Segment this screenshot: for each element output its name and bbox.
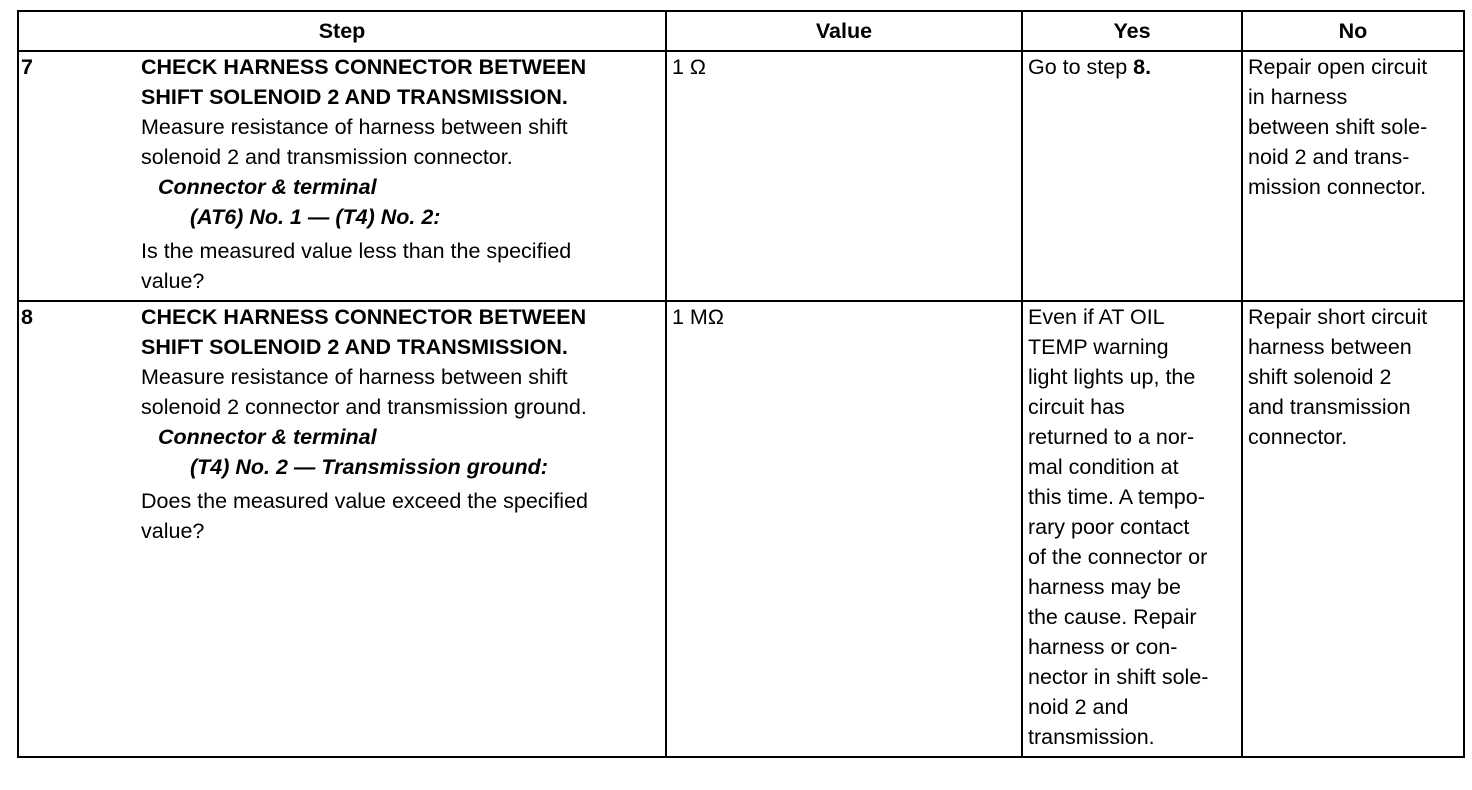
step-question-line: value? [141,269,205,293]
yes-cell [1022,301,1242,757]
yes-text-line: of the connector or [1028,545,1208,569]
header-row [18,11,1464,51]
connector-terminal-value: (AT6) No. 1 — (T4) No. 2: [190,205,441,229]
step-question-line: value? [141,519,205,543]
step-instruction-line: Measure resistance of harness between shift [141,365,568,389]
yes-text-line: returned to a nor- [1028,425,1195,449]
step-cell [18,51,666,301]
header-value: Value [666,11,1022,51]
no-text-line: in harness [1248,85,1348,109]
no-text-line: Repair open circuit [1248,55,1428,79]
no-text-line: shift solenoid 2 [1248,365,1392,389]
diagnostic-table [17,10,1465,758]
yes-text-line: light lights up, the [1028,365,1196,389]
connector-label: Connector & terminal [158,175,377,199]
no-text-line: connector. [1248,425,1348,449]
step-number: 8 [21,305,33,329]
yes-text-line: mal condition at [1028,455,1179,479]
value-cell [666,51,1022,301]
step-number: 7 [21,55,33,79]
connector-terminal-value: (T4) No. 2 — Transmission ground: [190,455,548,479]
header-step: Step [18,11,666,51]
no-text-line: and transmission [1248,395,1411,419]
yes-text-line: circuit has [1028,395,1125,419]
step-cell [18,301,666,757]
table-row [18,51,1464,301]
step-question-line: Does the measured value exceed the specified [141,489,588,513]
spec-value: 1 MΩ [672,305,724,329]
connector-label: Connector & terminal [158,425,377,449]
value-cell [666,301,1022,757]
yes-cell [1022,51,1242,301]
table-row [18,301,1464,757]
step-heading-line: CHECK HARNESS CONNECTOR BETWEEN [141,305,587,329]
yes-text-line: rary poor contact [1028,515,1190,539]
step-heading-line: CHECK HARNESS CONNECTOR BETWEEN [141,55,587,79]
step-heading-line: SHIFT SOLENOID 2 AND TRANSMISSION. [141,85,568,109]
yes-text-line: this time. A tempo- [1028,485,1205,509]
header-no: No [1242,11,1464,51]
header-yes: Yes [1022,11,1242,51]
yes-text: Go to step [1028,55,1134,79]
yes-text-line: Even if AT OIL [1028,305,1165,329]
no-cell [1242,301,1464,757]
step-instruction-line: solenoid 2 connector and transmission ground. [141,395,587,419]
yes-text-line: harness may be [1028,575,1181,599]
yes-step-ref: 8. [1133,55,1152,79]
yes-text-line: noid 2 and [1028,695,1129,719]
yes-text-line: transmission. [1028,725,1155,749]
step-heading-line: SHIFT SOLENOID 2 AND TRANSMISSION. [141,335,568,359]
yes-text-line: TEMP warning [1028,335,1169,359]
step-instruction-line: solenoid 2 and transmission connector. [141,145,513,169]
no-text-line: between shift sole- [1248,115,1428,139]
step-question-line: Is the measured value less than the specified [141,239,572,263]
no-text-line: mission connector. [1248,175,1427,199]
step-instruction-line: Measure resistance of harness between shift [141,115,568,139]
yes-text-line: nector in shift sole- [1028,665,1209,689]
no-text-line: noid 2 and trans- [1248,145,1410,169]
no-text-line: harness between [1248,335,1412,359]
no-text-line: Repair short circuit [1248,305,1428,329]
yes-text-line: harness or con- [1028,635,1178,659]
no-cell [1242,51,1464,301]
spec-value: 1 Ω [672,55,707,79]
yes-text-line: the cause. Repair [1028,605,1197,629]
